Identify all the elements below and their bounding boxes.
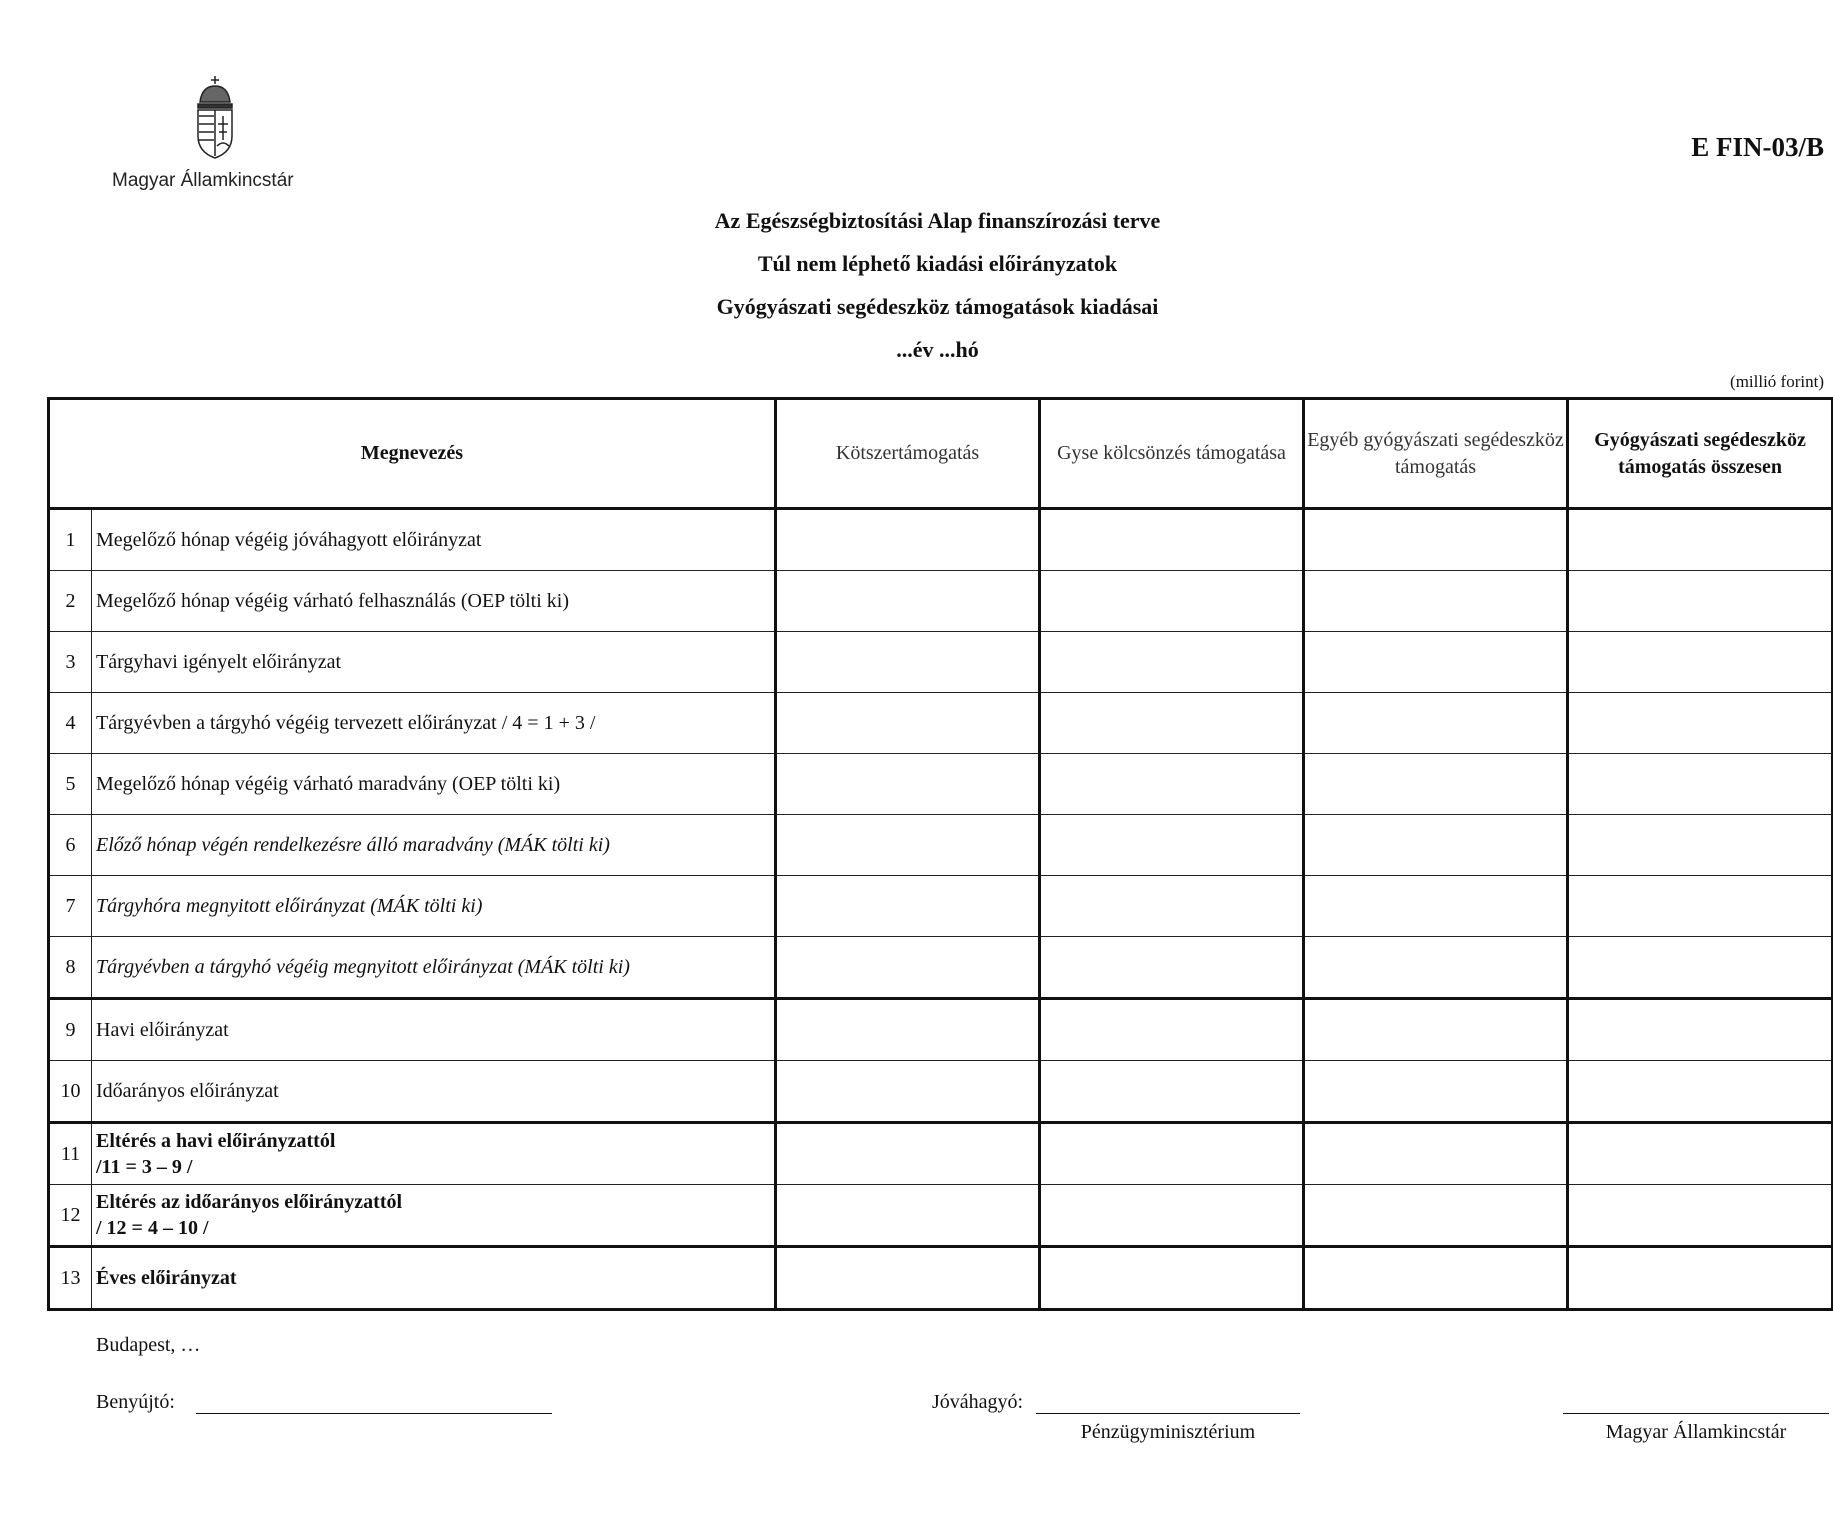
value-cell[interactable] bbox=[1568, 693, 1833, 754]
treasury-signatory: Magyar Államkincstár bbox=[1605, 1421, 1787, 1443]
value-cell[interactable] bbox=[1568, 1061, 1833, 1123]
row-label bbox=[92, 815, 776, 876]
value-cell[interactable] bbox=[776, 632, 1040, 693]
row-label-line-1: Tárgyhavi igényelt előirányzat bbox=[96, 651, 342, 673]
value-cell[interactable] bbox=[776, 571, 1040, 632]
row-label bbox=[92, 999, 776, 1061]
place-date: Budapest, … bbox=[96, 1334, 201, 1356]
value-cell[interactable] bbox=[776, 1247, 1040, 1310]
table-row bbox=[49, 937, 1833, 999]
value-cell[interactable] bbox=[1040, 1247, 1304, 1310]
table-row bbox=[49, 509, 1833, 571]
value-cell[interactable] bbox=[1568, 815, 1833, 876]
title-line-3: Gyógyászati segédeszköz támogatások kiadásai bbox=[716, 294, 1159, 319]
submitter-signature-line bbox=[196, 1413, 552, 1414]
value-cell[interactable] bbox=[1040, 1123, 1304, 1185]
row-number: 9 bbox=[49, 999, 92, 1061]
value-cell[interactable] bbox=[776, 693, 1040, 754]
approver-signatory: Pénzügyminisztérium bbox=[1080, 1421, 1256, 1443]
approver-signature-line bbox=[1036, 1413, 1300, 1414]
row-label bbox=[92, 1185, 776, 1247]
row-number: 11 bbox=[49, 1123, 92, 1185]
value-cell[interactable] bbox=[1304, 815, 1568, 876]
table-row bbox=[49, 815, 1833, 876]
row-label-line-1: Előző hónap végén rendelkezésre álló maradvány (MÁK tölti ki) bbox=[96, 834, 610, 856]
value-cell[interactable] bbox=[1040, 1185, 1304, 1247]
value-cell[interactable] bbox=[776, 999, 1040, 1061]
value-cell[interactable] bbox=[1568, 1247, 1833, 1310]
value-cell[interactable] bbox=[1040, 571, 1304, 632]
value-cell[interactable] bbox=[1040, 509, 1304, 571]
column-header-rental: Gyse kölcsönzés támogatása bbox=[1040, 399, 1304, 509]
value-cell[interactable] bbox=[1040, 876, 1304, 937]
value-cell[interactable] bbox=[776, 876, 1040, 937]
row-label bbox=[92, 1247, 776, 1310]
column-header-bandage: Kötszertámogatás bbox=[776, 399, 1040, 509]
row-label bbox=[92, 937, 776, 999]
row-label-line-1: Eltérés a havi előirányzattól bbox=[96, 1130, 336, 1152]
row-number: 4 bbox=[49, 693, 92, 754]
table-row bbox=[49, 571, 1833, 632]
row-label-line-1: Eltérés az időarányos előirányzattól bbox=[96, 1191, 403, 1213]
value-cell[interactable] bbox=[1040, 937, 1304, 999]
title-line-2: Túl nem léphető kiadási előirányzatok bbox=[757, 251, 1118, 276]
table-row bbox=[49, 754, 1833, 815]
row-label-line-1: Havi előirányzat bbox=[96, 1019, 229, 1041]
row-number: 10 bbox=[49, 1061, 92, 1123]
value-cell[interactable] bbox=[1568, 571, 1833, 632]
table-row bbox=[49, 1185, 1833, 1247]
treasury-signature-line bbox=[1563, 1413, 1829, 1414]
unit-label: (millió forint) bbox=[1730, 372, 1824, 391]
row-label bbox=[92, 754, 776, 815]
row-label bbox=[92, 876, 776, 937]
title-line-4: ...év ...hó bbox=[896, 337, 979, 362]
value-cell[interactable] bbox=[1040, 632, 1304, 693]
form-code: E FIN-03/B bbox=[1691, 132, 1824, 162]
row-label bbox=[92, 509, 776, 571]
value-cell[interactable] bbox=[1040, 815, 1304, 876]
approver-label: Jóváhagyó: bbox=[932, 1391, 1024, 1413]
value-cell[interactable] bbox=[1304, 632, 1568, 693]
value-cell[interactable] bbox=[1040, 1061, 1304, 1123]
value-cell[interactable] bbox=[1568, 509, 1833, 571]
row-label bbox=[92, 632, 776, 693]
value-cell[interactable] bbox=[1304, 509, 1568, 571]
row-label-line-2: / 12 = 4 – 10 / bbox=[96, 1217, 209, 1239]
column-header-other: Egyéb gyógyászati segédeszköz támogatás bbox=[1304, 399, 1568, 509]
row-number: 6 bbox=[49, 815, 92, 876]
submitter-label: Benyújtó: bbox=[96, 1391, 175, 1413]
value-cell[interactable] bbox=[1304, 754, 1568, 815]
row-number: 2 bbox=[49, 571, 92, 632]
value-cell[interactable] bbox=[1304, 876, 1568, 937]
row-label-line-1: Megelőző hónap végéig várható felhasználás (OEP tölti ki) bbox=[96, 590, 569, 612]
value-cell[interactable] bbox=[776, 754, 1040, 815]
row-number: 12 bbox=[49, 1185, 92, 1247]
row-label-line-1: Éves előirányzat bbox=[96, 1267, 237, 1289]
value-cell[interactable] bbox=[1568, 876, 1833, 937]
row-number: 1 bbox=[49, 509, 92, 571]
row-number: 8 bbox=[49, 937, 92, 999]
value-cell[interactable] bbox=[1568, 632, 1833, 693]
finance-plan-table bbox=[47, 397, 1833, 1311]
value-cell[interactable] bbox=[776, 937, 1040, 999]
table-row bbox=[49, 1061, 1833, 1123]
value-cell[interactable] bbox=[776, 815, 1040, 876]
value-cell[interactable] bbox=[776, 1061, 1040, 1123]
value-cell[interactable] bbox=[776, 1123, 1040, 1185]
row-label-line-1: Megelőző hónap végéig várható maradvány (OEP tölti ki) bbox=[96, 773, 561, 795]
value-cell[interactable] bbox=[1304, 1185, 1568, 1247]
column-header-name: Megnevezés bbox=[49, 399, 776, 509]
value-cell[interactable] bbox=[1568, 999, 1833, 1061]
value-cell[interactable] bbox=[1040, 999, 1304, 1061]
row-label bbox=[92, 571, 776, 632]
value-cell[interactable] bbox=[1304, 571, 1568, 632]
value-cell[interactable] bbox=[1304, 1061, 1568, 1123]
table-row bbox=[49, 1247, 1833, 1310]
document-title bbox=[0, 205, 1833, 377]
row-number: 5 bbox=[49, 754, 92, 815]
value-cell[interactable] bbox=[1304, 937, 1568, 999]
row-number: 3 bbox=[49, 632, 92, 693]
table-row bbox=[49, 999, 1833, 1061]
value-cell[interactable] bbox=[1568, 1185, 1833, 1247]
row-label bbox=[92, 1123, 776, 1185]
table-row bbox=[49, 693, 1833, 754]
value-cell[interactable] bbox=[1304, 693, 1568, 754]
row-label bbox=[92, 1061, 776, 1123]
value-cell[interactable] bbox=[1568, 1123, 1833, 1185]
table-row bbox=[49, 1123, 1833, 1185]
org-name: Magyar Államkincstár bbox=[112, 170, 294, 191]
table-row bbox=[49, 876, 1833, 937]
table-header-row bbox=[49, 399, 1833, 509]
row-label-line-1: Tárgyhóra megnyitott előirányzat (MÁK tölti ki) bbox=[96, 895, 483, 917]
row-label-line-2: /11 = 3 – 9 / bbox=[96, 1156, 193, 1178]
value-cell[interactable] bbox=[1568, 937, 1833, 999]
coat-of-arms-icon bbox=[190, 74, 240, 160]
value-cell[interactable] bbox=[776, 509, 1040, 571]
value-cell[interactable] bbox=[776, 1185, 1040, 1247]
value-cell[interactable] bbox=[1040, 754, 1304, 815]
row-number: 13 bbox=[49, 1247, 92, 1310]
row-label-line-1: Megelőző hónap végéig jóváhagyott előirányzat bbox=[96, 529, 482, 551]
value-cell[interactable] bbox=[1040, 693, 1304, 754]
row-label-line-1: Tárgyévben a tárgyhó végéig tervezett előirányzat / 4 = 1 + 3 / bbox=[96, 712, 596, 734]
row-label-line-1: Tárgyévben a tárgyhó végéig megnyitott előirányzat (MÁK tölti ki) bbox=[96, 956, 630, 978]
row-number: 7 bbox=[49, 876, 92, 937]
value-cell[interactable] bbox=[1568, 754, 1833, 815]
value-cell[interactable] bbox=[1304, 1123, 1568, 1185]
value-cell[interactable] bbox=[1304, 999, 1568, 1061]
table-row bbox=[49, 632, 1833, 693]
row-label-line-1: Időarányos előirányzat bbox=[96, 1080, 279, 1102]
column-header-total: Gyógyászati segédeszköz támogatás összesen bbox=[1568, 399, 1833, 509]
value-cell[interactable] bbox=[1304, 1247, 1568, 1310]
title-line-1: Az Egészségbiztosítási Alap finanszírozási terve bbox=[714, 208, 1161, 233]
row-label bbox=[92, 693, 776, 754]
